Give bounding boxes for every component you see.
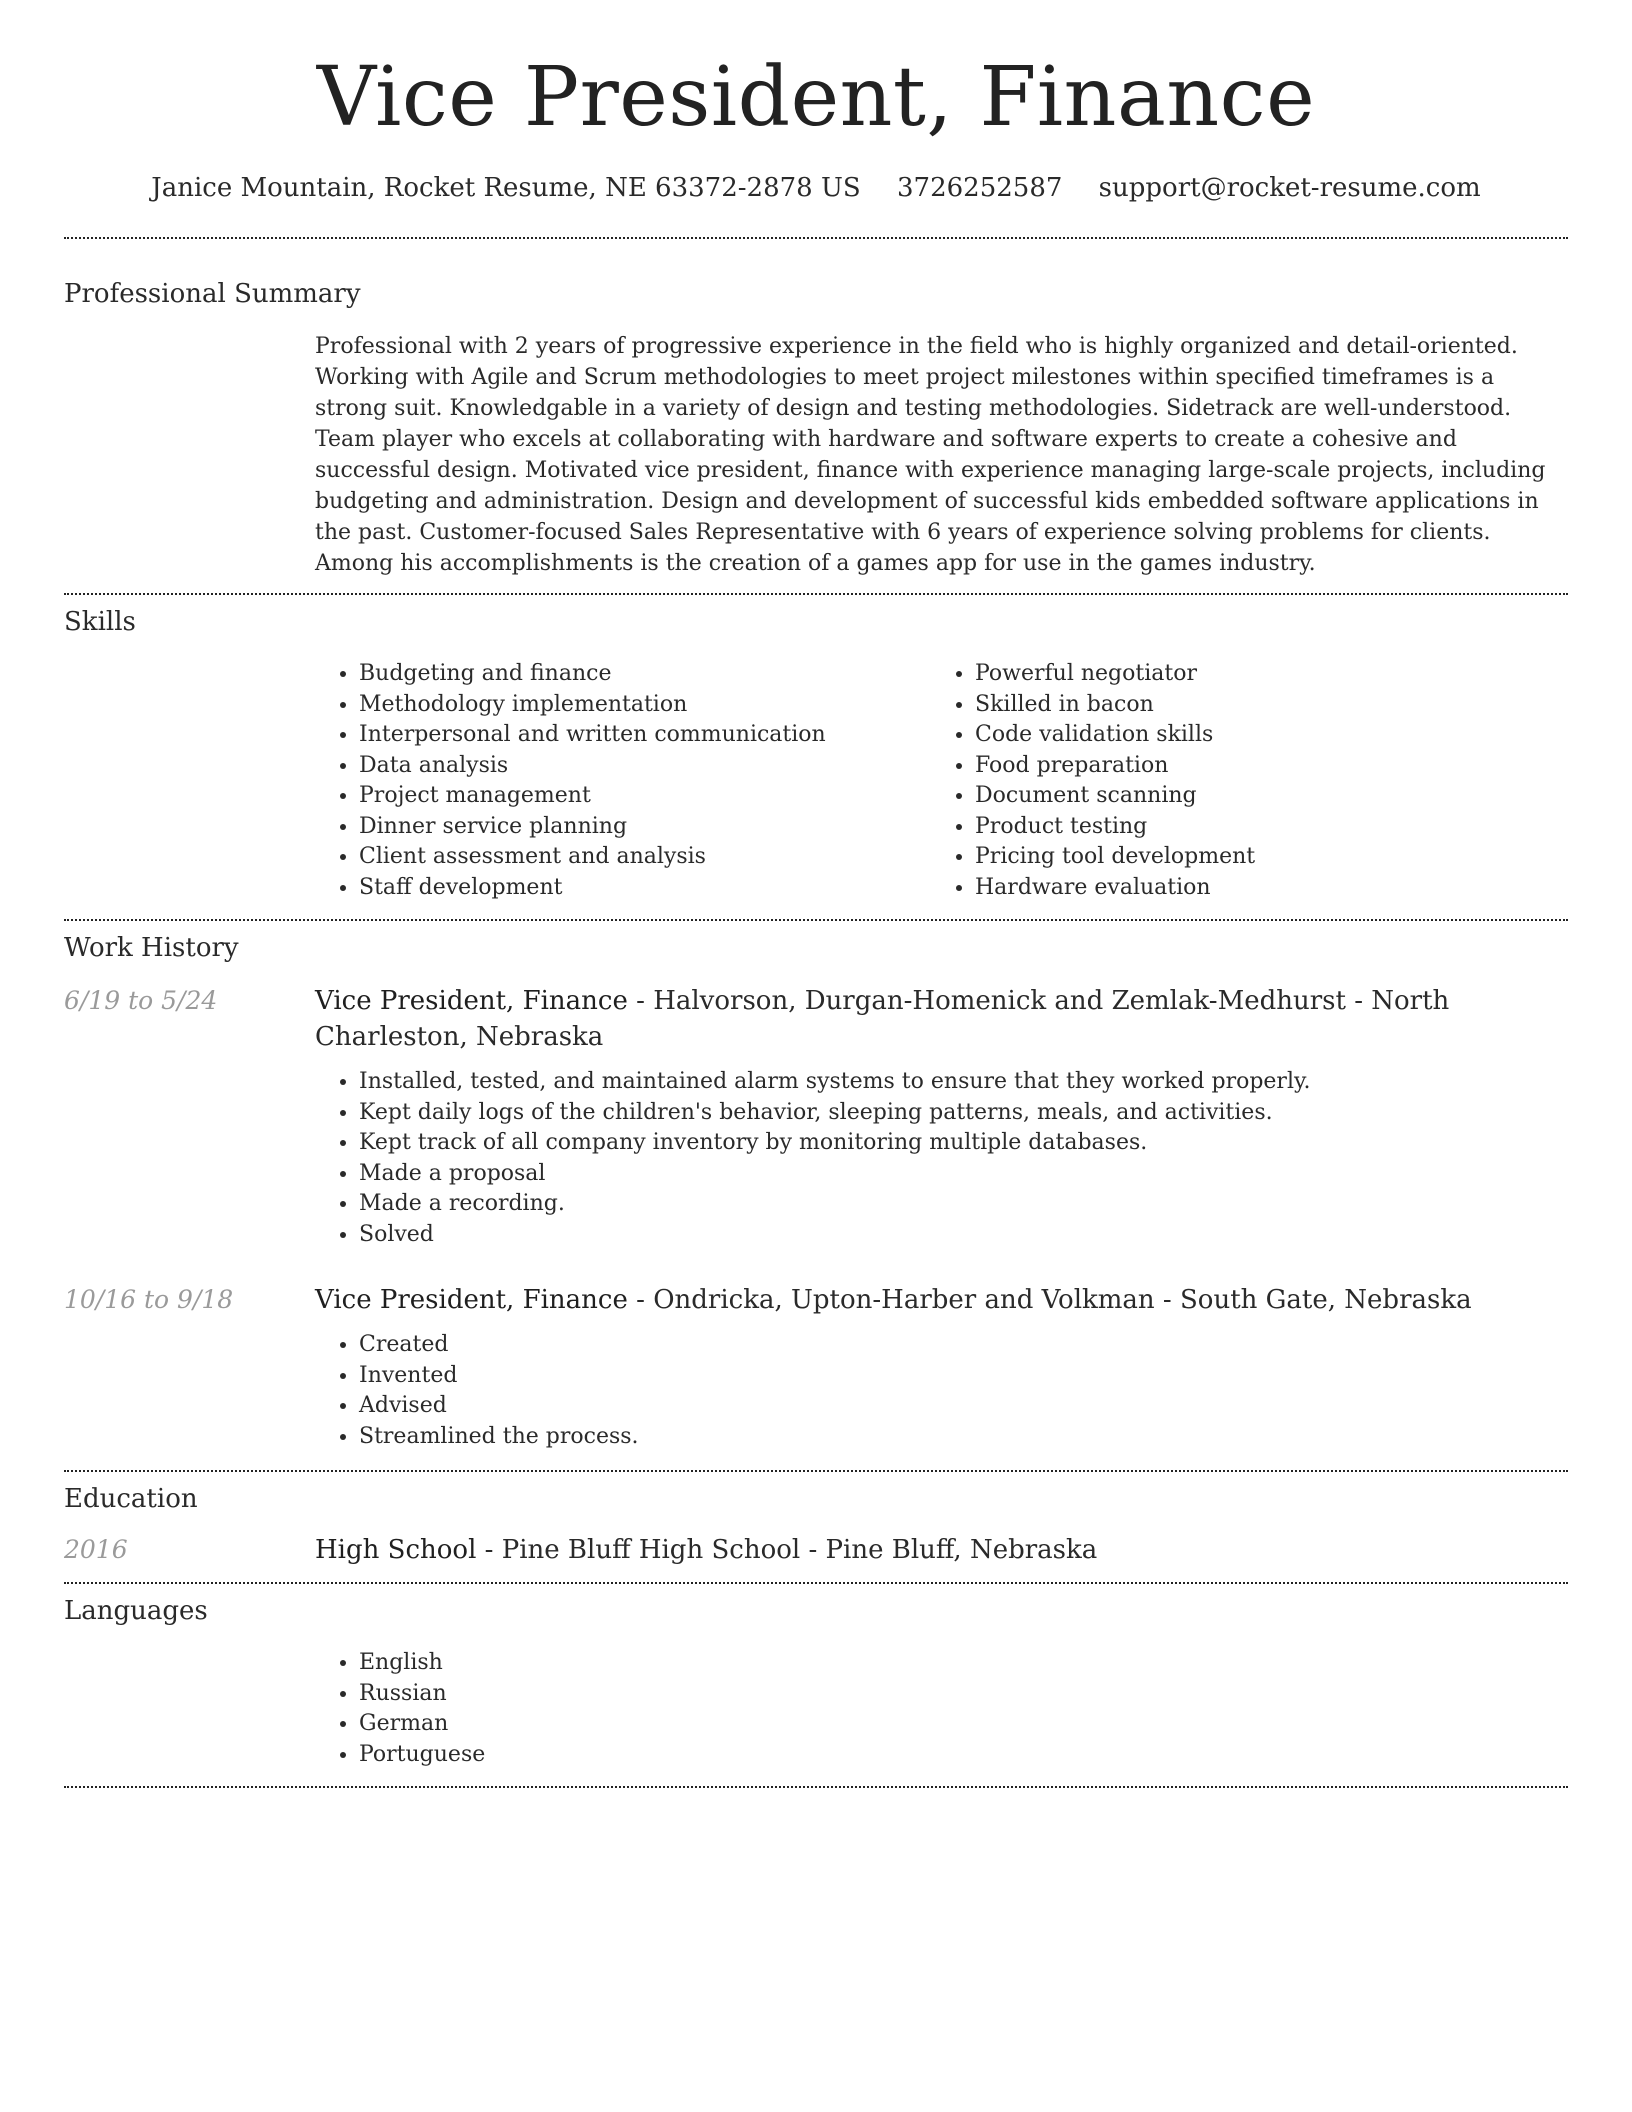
language-item: • Russian [359, 1679, 1568, 1710]
job-bullet: • Advised [359, 1391, 1568, 1422]
job-bullet: • Installed, tested, and maintained alarm systems to ensure that they worked properly. [359, 1067, 1568, 1098]
contact-address: Janice Mountain, Rocket Resume, NE 63372-2878 US [151, 173, 861, 203]
language-item: • English [359, 1648, 1568, 1679]
skill-item: • Interpersonal and written communication [359, 720, 931, 751]
skill-item: • Project management [359, 781, 931, 812]
skill-item: • Hardware evaluation [975, 873, 1547, 904]
skill-item: • Dinner service planning [359, 812, 931, 843]
education-school: - Pine Bluff High School - Pine Bluff, Nebraska [476, 1535, 1098, 1565]
skill-item: • Document scanning [975, 781, 1547, 812]
skill-item: • Code validation skills [975, 720, 1547, 751]
job-heading [315, 983, 1568, 1055]
job-company: - Ondricka, Upton-Harber and Volkman - South Gate, Nebraska [627, 1285, 1472, 1315]
education-body [315, 1532, 1568, 1568]
job-title: Vice President, Finance [315, 986, 628, 1016]
job-bullet: • Solved [359, 1220, 1568, 1251]
skill-item: • Budgeting and finance [359, 659, 931, 690]
job-bullet: • Made a recording. [359, 1189, 1568, 1220]
job-bullets [315, 1067, 1568, 1250]
language-item: • Portuguese [359, 1740, 1568, 1771]
education-year: 2016 [64, 1535, 128, 1564]
skills-section [64, 595, 1568, 919]
contact-phone: 3726252587 [896, 173, 1063, 203]
job-body [315, 983, 1568, 1250]
education-heading-line [315, 1532, 1568, 1568]
languages-content [315, 1648, 1568, 1770]
summary-content [315, 331, 1568, 579]
skill-item: • Client assessment and analysis [359, 842, 931, 873]
skill-item: • Data analysis [359, 751, 931, 782]
work-section [64, 921, 1568, 1470]
job-dates: 10/16 to 9/18 [64, 1285, 234, 1314]
skill-item: • Pricing tool development [975, 842, 1547, 873]
contact-email: support@rocket-resume.com [1098, 173, 1481, 203]
language-item: • German [359, 1709, 1568, 1740]
summary-heading: Professional Summary [64, 279, 361, 309]
skills-list-left [315, 659, 931, 903]
section-divider [64, 1786, 1568, 1788]
contact-line [64, 173, 1568, 203]
job-bullet: • Created [359, 1330, 1568, 1361]
work-heading: Work History [64, 933, 239, 963]
resume-title: Vice President, Finance [316, 50, 1316, 145]
job-bullet: • Kept daily logs of the children's behavior, sleeping patterns, meals, and activities. [359, 1098, 1568, 1129]
job-bullet: • Streamlined the process. [359, 1422, 1568, 1453]
job-heading [315, 1282, 1568, 1318]
skills-heading: Skills [64, 607, 136, 637]
languages-list [315, 1648, 1568, 1770]
skills-grid [315, 659, 1568, 903]
languages-heading: Languages [64, 1596, 208, 1626]
skills-list-right [931, 659, 1547, 903]
skill-item: • Skilled in bacon [975, 690, 1547, 721]
job-dates: 6/19 to 5/24 [64, 986, 218, 1015]
education-section [64, 1472, 1568, 1582]
job-entry [64, 1282, 1568, 1452]
languages-section [64, 1584, 1568, 1786]
job-body [315, 1282, 1568, 1452]
job-bullet: • Kept track of all company inventory by monitoring multiple databases. [359, 1128, 1568, 1159]
education-degree: High School [315, 1535, 477, 1565]
skill-item: • Methodology implementation [359, 690, 931, 721]
education-entry [64, 1532, 1568, 1568]
job-bullet: • Made a proposal [359, 1159, 1568, 1190]
skill-item: • Staff development [359, 873, 931, 904]
job-bullets [315, 1330, 1568, 1452]
job-title: Vice President, Finance [315, 1285, 628, 1315]
education-heading: Education [64, 1484, 198, 1514]
job-bullet: • Invented [359, 1361, 1568, 1392]
skill-item: • Product testing [975, 812, 1547, 843]
summary-text: Professional with 2 years of progressive experience in the field who is highly organized and detail-oriented. Working with Agile and Scrum methodologies to meet project milestones within specified timeframes is a strong suit. Knowledgable in a variety of design and testing methodologies. Sidetrack are well-understood. Team player who excels at collaborating with hardware and software experts to create a cohesive and successful design. Motivated vice president, finance with experience managing large-scale projects, including budgeting and administration. Design and development of successful kids embedded software applications in the past. Customer-focused Sales Representative with 6 years of experience solving problems for clients. Among his accomplishments is the creation of a games app for use in the games industry. [315, 334, 1546, 576]
summary-section [64, 239, 1568, 593]
skill-item: • Food preparation [975, 751, 1547, 782]
skill-item: • Powerful negotiator [975, 659, 1547, 690]
job-company: - Halvorson, Durgan-Homenick and Zemlak-Medhurst - North Charleston, Nebraska [315, 986, 1450, 1052]
job-entry [64, 983, 1568, 1250]
